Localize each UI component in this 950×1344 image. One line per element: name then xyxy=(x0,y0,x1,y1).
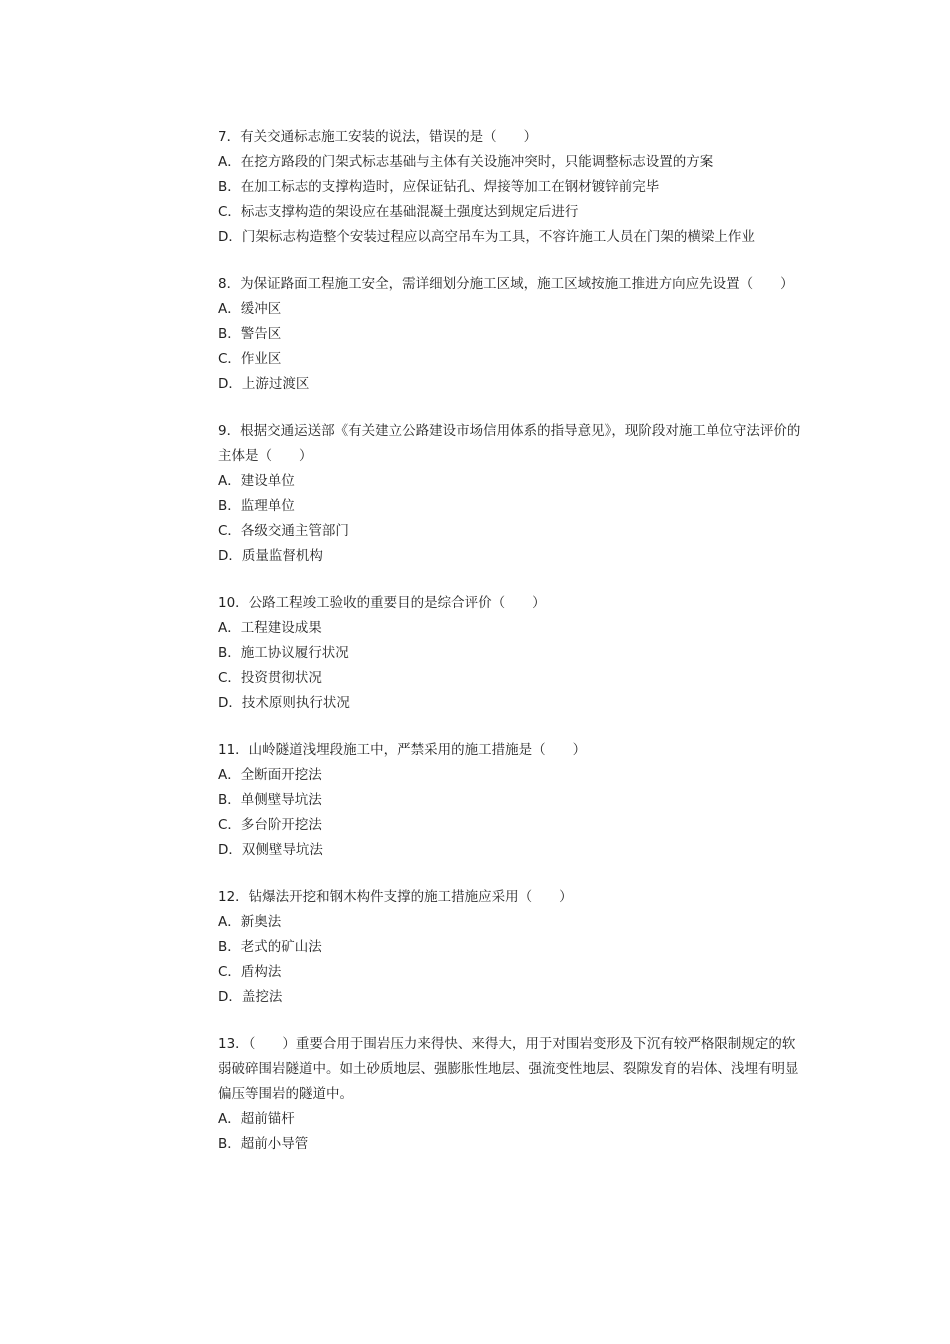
option-a: A．新奥法 xyxy=(218,914,282,930)
option-c: C．作业区 xyxy=(218,351,282,367)
question-stem: 11．山岭隧道浅埋段施工中，严禁采用的施工措施是（ ） xyxy=(218,742,587,758)
option-b: B．警告区 xyxy=(218,326,282,342)
option-c: C．各级交通主管部门 xyxy=(218,523,349,539)
option-d: D．质量监督机构 xyxy=(218,548,323,564)
option-b: B．超前小导管 xyxy=(218,1136,309,1152)
option-c: C．标志支撑构造的架设应在基础混凝土强度达到规定后进行 xyxy=(218,204,579,220)
option-a: A．工程建设成果 xyxy=(218,620,322,636)
question-11 xyxy=(218,738,808,863)
question-9 xyxy=(218,419,808,569)
option-d: D．门架标志构造整个安装过程应以高空吊车为工具，不容许施工人员在门架的横梁上作业 xyxy=(218,229,755,245)
option-d: D．技术原则执行状况 xyxy=(218,695,350,711)
option-a: A．建设单位 xyxy=(218,473,295,489)
question-13 xyxy=(218,1032,808,1157)
question-stem: 10．公路工程竣工验收的重要目的是综合评价（ ） xyxy=(218,595,546,611)
option-c: C．多台阶开挖法 xyxy=(218,817,322,833)
question-stem: 8．为保证路面工程施工安全，需详细划分施工区域，施工区域按施工推进方向应先设置（ ） xyxy=(218,276,794,292)
option-d: D．盖挖法 xyxy=(218,989,283,1005)
option-b: B．监理单位 xyxy=(218,498,295,514)
question-12 xyxy=(218,885,808,1010)
option-b: B．在加工标志的支撑构造时，应保证钻孔、焊接等加工在钢材镀锌前完毕 xyxy=(218,179,660,195)
option-b: B．施工协议履行状况 xyxy=(218,645,349,661)
question-stem: 7．有关交通标志施工安装的说法，错误的是（ ） xyxy=(218,129,538,145)
question-list xyxy=(218,125,808,1179)
question-stem: 13．（ ）重要合用于围岩压力来得快、来得大，用于对围岩变形及下沉有较严格限制规定的软弱破碎围岩隧道中。如土砂质地层、强膨胀性地层、强流变性地层、裂隙发育的岩体、浅埋有明显偏压等围岩的隧道中。 xyxy=(218,1036,799,1102)
option-a: A．超前锚杆 xyxy=(218,1111,295,1127)
option-c: C．投资贯彻状况 xyxy=(218,670,322,686)
question-10 xyxy=(218,591,808,716)
option-b: B．单侧壁导坑法 xyxy=(218,792,322,808)
question-stem: 12．钻爆法开挖和钢木构件支撑的施工措施应采用（ ） xyxy=(218,889,573,905)
question-7 xyxy=(218,125,808,250)
option-b: B．老式的矿山法 xyxy=(218,939,322,955)
option-c: C．盾构法 xyxy=(218,964,282,980)
option-d: D．双侧壁导坑法 xyxy=(218,842,323,858)
option-a: A．在挖方路段的门架式标志基础与主体有关设施冲突时，只能调整标志设置的方案 xyxy=(218,154,714,170)
option-a: A．全断面开挖法 xyxy=(218,767,322,783)
option-d: D．上游过渡区 xyxy=(218,376,310,392)
option-a: A．缓冲区 xyxy=(218,301,282,317)
question-stem: 9．根据交通运送部《有关建立公路建设市场信用体系的指导意见》，现阶段对施工单位守法评价的主体是（ ） xyxy=(218,423,801,464)
question-8 xyxy=(218,272,808,397)
